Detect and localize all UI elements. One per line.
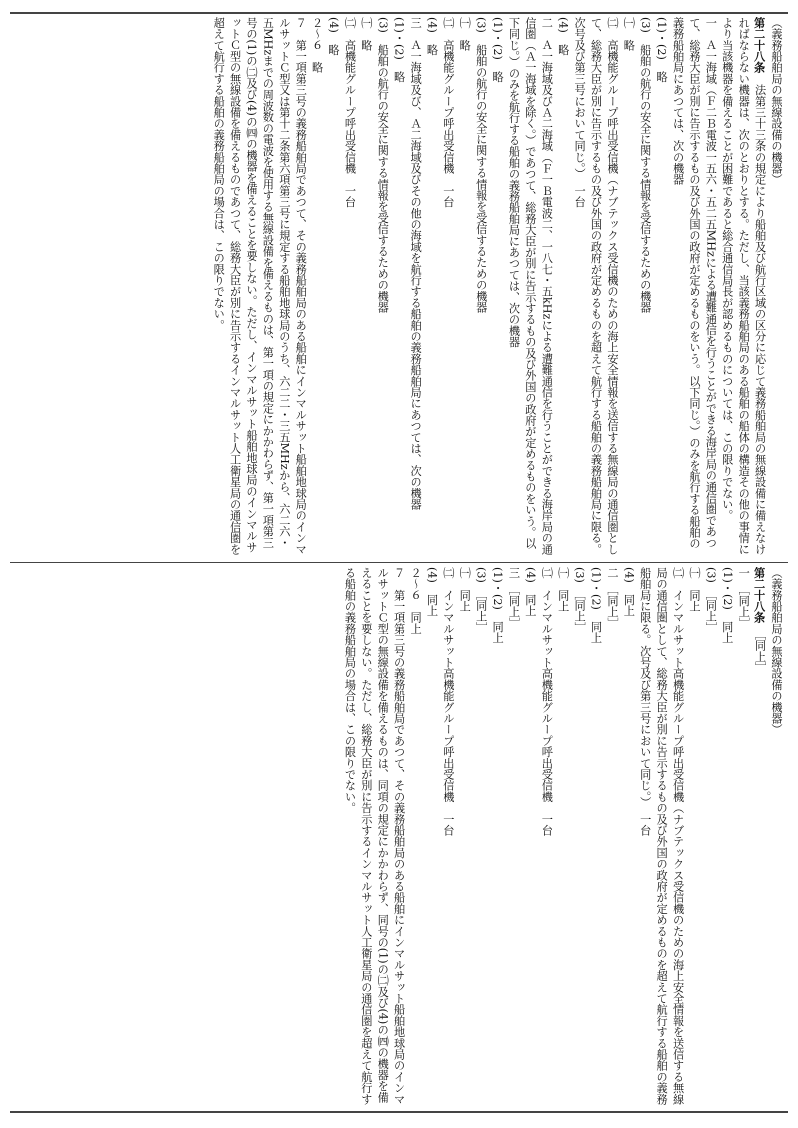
paragraph-text: 二 Ａ一海域及びＡ二海域（Ｆ一Ｂ電波二、一八七・五kHzによる遭難通信を行うことができる海岸局の通信圏（Ａ一海域を除く。）であつて、総務大臣が別に告示するもの及び外国の政府が定めるものをいう。以下同じ。）のみを航行する船舶の義務船舶局にあつては、次の機器 — [507, 17, 554, 555]
paragraph-text: ㈠ 同上 — [556, 567, 570, 612]
paragraph — [357, 17, 373, 557]
paragraph-text: ［同上］ — [753, 623, 767, 674]
paragraph-text: （義務船舶局の無線設備の機器） — [770, 17, 783, 185]
paragraph — [456, 567, 472, 1107]
paragraph — [538, 567, 554, 1107]
paragraph-text: ㈠ 同上 — [458, 567, 472, 612]
paragraph — [407, 567, 423, 1107]
paragraph — [308, 17, 324, 557]
bottom-rule — [10, 1111, 788, 1113]
paragraph-text: ㈠ 略 — [458, 17, 472, 51]
paragraph — [768, 17, 784, 557]
paragraph — [718, 17, 767, 557]
paragraph — [587, 567, 603, 1107]
paragraph — [325, 17, 341, 557]
paragraph — [636, 567, 685, 1107]
paragraph-text: 二 ［同上］ — [605, 567, 619, 629]
paragraph-text: (1)・(2) 略 — [655, 17, 669, 83]
paragraph-text: (4) 略 — [556, 17, 570, 56]
paragraph-text: 三 ［同上］ — [507, 567, 521, 629]
paragraph-text: (4) 略 — [425, 17, 439, 56]
paragraph-text: 一 Ａ一海域（Ｆ二Ｂ電波一五六・五二五MHzによる遭難通信を行うことができる海岸局の通信圏であつて、総務大臣が別に告示するもの及び外国の政府が定めるものをいう。以下同じ。）のみを航行する船舶の義務船舶局にあつては、次の機器 — [671, 17, 718, 549]
paragraph — [456, 17, 472, 557]
paragraph-text: ２～６ 略 — [310, 17, 324, 73]
paragraph-text: (3) ［同上］ — [704, 567, 718, 634]
paragraph-text: 三 Ａ一海域及び、Ａ二海域及びその他の海域を航行する船舶の義務船舶局にあつては、次の機器 — [409, 17, 423, 510]
paragraph — [407, 17, 423, 557]
paragraph — [489, 567, 505, 1107]
paragraph-text: 法第三十三条の規定により船舶及び航行区域の区分に応じて義務船舶局の無線設備に備えなければならない機器は、次のとおりとする。ただし、当該義務船舶局のある船舶の船体の構造その他の事情により当該機器を備えることが困難であると総合通信局長が認めるものについては、この限りでない。 — [720, 17, 767, 555]
paragraph-text: (1)・(2) 同上 — [491, 567, 505, 644]
paragraph-text: (4) 同上 — [622, 567, 636, 617]
paragraph — [472, 17, 488, 557]
revised-article-text — [341, 567, 784, 1107]
paragraph — [686, 567, 702, 1107]
paragraph — [439, 17, 455, 557]
current-article-text — [210, 17, 784, 557]
paragraph — [522, 567, 538, 1107]
paragraph-text: 一 ［同上］ — [737, 567, 751, 629]
paragraph-text: (1)・(2) 同上 — [589, 567, 603, 644]
current-text-panel — [14, 17, 784, 557]
paragraph-text: ７ 第一項第三号の義務船舶局であつて、その義務船舶局のある船舶にインマルサット船舶地球局のインマルサットＣ型の無線設備を備えるものは、同項の規定にかかわらず、同号の(1)の㈡及び(4)の㈣の機器を備えることを要しない。ただし、総務大臣が別に告示するインマルサット人工衛星局の通信圏を超えて航行する船舶の義務船舶局の場合は、この限りでない。 — [343, 567, 406, 1105]
paragraph-text: ㈡ 高機能グループ呼出受信機（ナブテックス受信機のための海上安全情報を送信する無線局の通信圏として、総務大臣が別に告示するもの及び外国の政府が定めるものを超えて航行する船舶の義務船舶局に限る。次号及び第三号において同じ。） 一台 — [573, 17, 619, 555]
paragraph-text: ７ 第一項第三号の義務船舶局であつて、その義務船舶局のある船舶にインマルサット船舶地球局のインマルサットＣ型又は第十二条第六項第三号に規定する船舶地球局のうち、六二二・三五MHzから、六二六・五MHzまでの周波数の電波を使用する無線設備を備えるものは、第一項の規定にかかわらず、第一項第三号の(1)の㈡及び(4)の㈣の機器を備えることを要しない。ただし、インマルサット船舶地球局のインマルサットＣ型の無線設備を備えるものであつて、総務大臣が別に告示するインマルサット人工衛星局の通信圏を超えて航行する船舶の義務船舶局の場合は、この限りでない。 — [212, 17, 308, 555]
paragraph — [620, 567, 636, 1107]
paragraph — [489, 17, 505, 557]
paragraph-text: (3) ［同上］ — [573, 567, 587, 634]
paragraph-text: ㈡ インマルサット高機能グループ呼出受信機 一台 — [540, 567, 554, 836]
paragraph — [702, 567, 718, 1107]
paragraph-text: (3) ［同上］ — [474, 567, 488, 634]
paragraph — [390, 17, 406, 557]
paragraph — [604, 567, 620, 1107]
paragraph-text: (1)・(2) 略 — [392, 17, 406, 83]
paragraph — [653, 17, 669, 557]
paragraph — [505, 17, 554, 557]
paragraph — [735, 567, 751, 1107]
paragraph — [423, 17, 439, 557]
paragraph — [439, 567, 455, 1107]
paragraph — [768, 567, 784, 1107]
revised-text-panel — [14, 567, 784, 1107]
paragraph-text: ㈠ 略 — [622, 17, 636, 51]
paragraph-text: (3) 船舶の航行の安全に関する情報を受信するための機器 — [474, 17, 488, 313]
paragraph-text: (4) 同上 — [425, 567, 439, 617]
paragraph-text: (3) 船舶の航行の安全に関する情報を受信するための機器 — [376, 17, 390, 313]
paragraph-text: ㈠ 同上 — [687, 567, 701, 612]
top-rule — [10, 12, 788, 14]
paragraph-text: (3) 船舶の航行の安全に関する情報を受信するための機器 — [638, 17, 652, 313]
article-number: 第二十八条 — [752, 17, 767, 73]
paragraph-text: ㈠ 略 — [359, 17, 373, 51]
paragraph-text: ２～６ 同上 — [409, 567, 423, 635]
paragraph-text: (4) 略 — [327, 17, 341, 56]
paragraph-text: ㈡ インマルサット高機能グループ呼出受信機 一台 — [441, 567, 455, 836]
paragraph — [554, 17, 570, 557]
paragraph — [210, 17, 308, 557]
paragraph — [669, 17, 718, 557]
paragraph — [505, 567, 521, 1107]
paragraph-text: （義務船舶局の無線設備の機器） — [770, 567, 783, 735]
paragraph — [374, 17, 390, 557]
paragraph-text: ㈡ インマルサット高機能グループ呼出受信機（ナブテックス受信機のための海上安全情報を送信する無線局の通信圏として、総務大臣が別に告示するもの及び外国の政府が定めるものを超えて航行する船舶の義務船舶局に限る。次号及び第三号において同じ。） 一台 — [638, 567, 685, 1105]
paragraph — [341, 17, 357, 557]
paragraph — [751, 567, 767, 1107]
middle-rule — [10, 562, 788, 563]
paragraph-text: (1)・(2) 同上 — [720, 567, 734, 644]
paragraph — [620, 17, 636, 557]
paragraph — [571, 567, 587, 1107]
paragraph — [423, 567, 439, 1107]
paragraph — [341, 567, 407, 1107]
paragraph-text: ㈡ 高機能グループ呼出受信機 一台 — [343, 17, 357, 208]
paragraph-text: ㈡ 高機能グループ呼出受信機 一台 — [441, 17, 455, 208]
paragraph — [571, 17, 620, 557]
article-number: 第二十八条 — [752, 567, 767, 623]
paragraph-text: (4) 同上 — [523, 567, 537, 617]
paragraph — [636, 17, 652, 557]
paragraph — [472, 567, 488, 1107]
paragraph — [554, 567, 570, 1107]
paragraph — [718, 567, 734, 1107]
paragraph-text: (1)・(2) 略 — [491, 17, 505, 83]
